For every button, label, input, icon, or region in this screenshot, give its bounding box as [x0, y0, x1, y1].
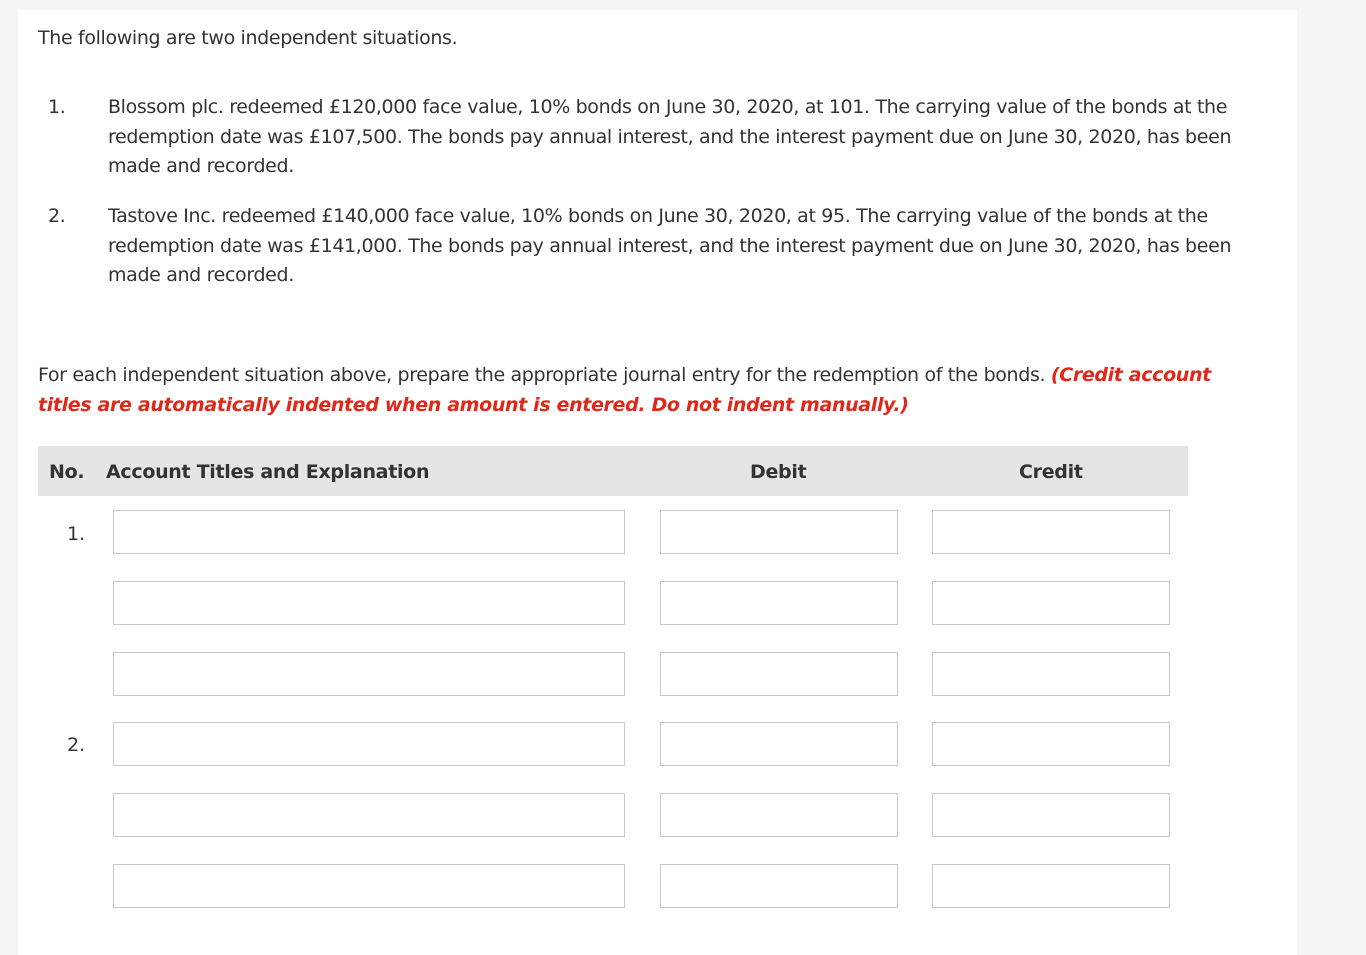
- credit-input[interactable]: [932, 722, 1170, 766]
- account-title-input[interactable]: [113, 864, 625, 908]
- debit-input[interactable]: [660, 793, 898, 837]
- account-title-input[interactable]: [113, 652, 625, 696]
- account-title-input[interactable]: [113, 581, 625, 625]
- debit-input[interactable]: [660, 510, 898, 554]
- header-credit: Credit: [1019, 461, 1083, 483]
- credit-input[interactable]: [932, 652, 1170, 696]
- debit-input[interactable]: [660, 722, 898, 766]
- account-title-input[interactable]: [113, 722, 625, 766]
- account-title-input[interactable]: [113, 793, 625, 837]
- situation-2: [38, 202, 1238, 292]
- instructions-note: (Credit account titles are automatically indented when amount is entered. Do not indent manually.): [38, 364, 1211, 416]
- debit-input[interactable]: [660, 581, 898, 625]
- header-debit: Debit: [750, 461, 807, 483]
- entry-number-2: 2.: [67, 734, 86, 756]
- instructions-text: For each independent situation above, prepare the appropriate journal entry for the redemption of the bonds.: [38, 364, 1046, 386]
- intro-text: The following are two independent situations.: [38, 27, 458, 49]
- entry-number-1: 1.: [67, 523, 86, 545]
- situation-1: [38, 93, 1238, 183]
- situation-number: 2.: [48, 205, 66, 227]
- situation-text: Blossom plc. redeemed £120,000 face value, 10% bonds on June 30, 2020, at 101. The carrying value of the bonds at the redemption date was £107,500. The bonds pay annual interest, and the interest payment due on June 30, 2020, has been made and recorded.: [108, 96, 1232, 177]
- situation-text: Tastove Inc. redeemed £140,000 face value, 10% bonds on June 30, 2020, at 95. The carrying value of the bonds at the redemption date was £141,000. The bonds pay annual interest, and the interest payment due on June 30, 2020, has been made and recorded.: [108, 205, 1232, 286]
- debit-input[interactable]: [660, 652, 898, 696]
- debit-input[interactable]: [660, 864, 898, 908]
- header-no: No.: [49, 461, 85, 483]
- question-card: [18, 10, 1297, 955]
- instructions: [38, 360, 1268, 420]
- credit-input[interactable]: [932, 510, 1170, 554]
- account-title-input[interactable]: [113, 510, 625, 554]
- journal-table-header: [38, 446, 1188, 496]
- header-account-titles: Account Titles and Explanation: [106, 461, 430, 483]
- situation-number: 1.: [48, 96, 66, 118]
- credit-input[interactable]: [932, 864, 1170, 908]
- credit-input[interactable]: [932, 793, 1170, 837]
- credit-input[interactable]: [932, 581, 1170, 625]
